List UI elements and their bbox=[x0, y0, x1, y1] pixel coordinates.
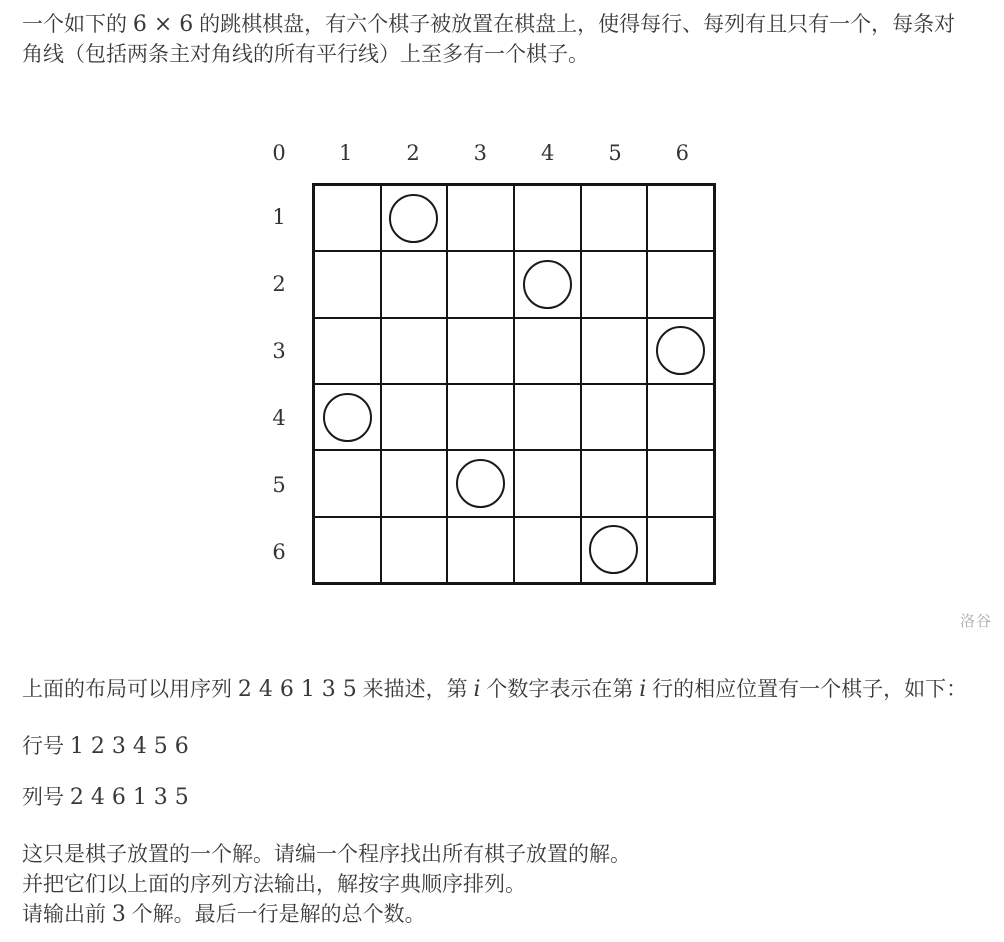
sequence-description-paragraph bbox=[22, 675, 967, 705]
text-run: 来描述，第 bbox=[356, 678, 474, 701]
board-cell-r5c4 bbox=[514, 450, 581, 516]
board-cell-r3c3 bbox=[447, 318, 514, 384]
math-text: 3 bbox=[111, 902, 126, 927]
board-cell-r2c1 bbox=[314, 251, 381, 317]
col-label-6: 6 bbox=[675, 141, 690, 165]
board-cell-r2c3 bbox=[447, 251, 514, 317]
board-cell-r3c6 bbox=[647, 318, 714, 384]
math-text: 2 4 6 1 3 5 bbox=[69, 785, 189, 810]
board-cell-r5c6 bbox=[647, 450, 714, 516]
text-run: 个解。最后一行是解的总个数。 bbox=[125, 903, 426, 926]
board-cell-r6c2 bbox=[381, 517, 448, 583]
checker-piece bbox=[456, 459, 505, 508]
row-label-1: 1 bbox=[272, 204, 286, 229]
board-cell-r2c5 bbox=[581, 251, 648, 317]
math-text: i bbox=[473, 677, 481, 702]
text-run: 并把它们以上面的序列方法输出，解按字典顺序排列。 bbox=[22, 873, 526, 896]
corner-label-0: 0 bbox=[272, 141, 286, 165]
text-run: 一个如下的 bbox=[22, 13, 133, 36]
board-cell-r1c6 bbox=[647, 185, 714, 251]
math-text: i bbox=[639, 677, 647, 702]
row-label-2: 2 bbox=[272, 271, 286, 296]
board-cell-r5c5 bbox=[581, 450, 648, 516]
math-text: 6 × 6 bbox=[132, 12, 194, 37]
math-text: 2 4 6 1 3 5 bbox=[237, 677, 357, 702]
board-cell-r1c5 bbox=[581, 185, 648, 251]
board-cell-r2c2 bbox=[381, 251, 448, 317]
col-label-3: 3 bbox=[473, 141, 488, 165]
checker-piece bbox=[656, 326, 705, 375]
board-cell-r3c1 bbox=[314, 318, 381, 384]
board-cell-r1c4 bbox=[514, 185, 581, 251]
col-label-4: 4 bbox=[540, 141, 555, 165]
text-run: 的跳棋棋盘，有六个棋子被放置在棋盘上，使得每行、每列有且只有一个，每条对 bbox=[193, 13, 956, 36]
luogu-watermark: 洛谷 bbox=[959, 613, 992, 630]
checker-piece bbox=[589, 525, 638, 574]
board-cell-r6c5 bbox=[581, 517, 648, 583]
board-cell-r4c6 bbox=[647, 384, 714, 450]
board-cell-r3c5 bbox=[581, 318, 648, 384]
board-cell-r4c3 bbox=[447, 384, 514, 450]
row-label-6: 6 bbox=[272, 539, 286, 564]
board-cell-r1c1 bbox=[314, 185, 381, 251]
board-cell-r6c4 bbox=[514, 517, 581, 583]
text-run: 行的相应位置有一个棋子，如下： bbox=[646, 678, 968, 701]
board-cell-r4c4 bbox=[514, 384, 581, 450]
board-cell-r4c2 bbox=[381, 384, 448, 450]
col-numbers-line bbox=[22, 783, 189, 813]
col-label-2: 2 bbox=[406, 141, 420, 165]
board-cell-r4c1 bbox=[314, 384, 381, 450]
task-paragraph bbox=[22, 840, 631, 930]
row-label-4: 4 bbox=[272, 405, 286, 430]
checker-board bbox=[312, 183, 716, 585]
board-cell-r4c5 bbox=[581, 384, 648, 450]
board-cell-r5c2 bbox=[381, 450, 448, 516]
board-cell-r6c6 bbox=[647, 517, 714, 583]
board-cell-r6c1 bbox=[314, 517, 381, 583]
checker-piece bbox=[323, 393, 372, 442]
board-cell-r2c6 bbox=[647, 251, 714, 317]
row-numbers-line bbox=[22, 732, 189, 762]
board-cell-r2c4 bbox=[514, 251, 581, 317]
text-run: 角线（包括两条主对角线的所有平行线）上至多有一个棋子。 bbox=[22, 43, 589, 66]
row-label-5: 5 bbox=[272, 472, 286, 497]
row-label-3: 3 bbox=[272, 338, 286, 363]
text-run: 行号 bbox=[22, 735, 70, 758]
col-label-1: 1 bbox=[338, 141, 353, 165]
board-cell-r3c4 bbox=[514, 318, 581, 384]
text-run: 上面的布局可以用序列 bbox=[22, 678, 238, 701]
board-cell-r3c2 bbox=[381, 318, 448, 384]
board-cell-r1c2 bbox=[381, 185, 448, 251]
board-cell-r5c1 bbox=[314, 450, 381, 516]
board-cell-r1c3 bbox=[447, 185, 514, 251]
text-run: 列号 bbox=[22, 786, 70, 809]
text-run: 这只是棋子放置的一个解。请编一个程序找出所有棋子放置的解。 bbox=[22, 843, 631, 866]
board-cell-r6c3 bbox=[447, 517, 514, 583]
text-run: 个数字表示在第 bbox=[480, 678, 640, 701]
text-run: 请输出前 bbox=[22, 903, 112, 926]
board-cell-r5c3 bbox=[447, 450, 514, 516]
checker-piece bbox=[523, 260, 572, 309]
col-label-5: 5 bbox=[608, 141, 622, 165]
checker-piece bbox=[389, 194, 438, 243]
math-text: 1 2 3 4 5 6 bbox=[69, 734, 189, 759]
